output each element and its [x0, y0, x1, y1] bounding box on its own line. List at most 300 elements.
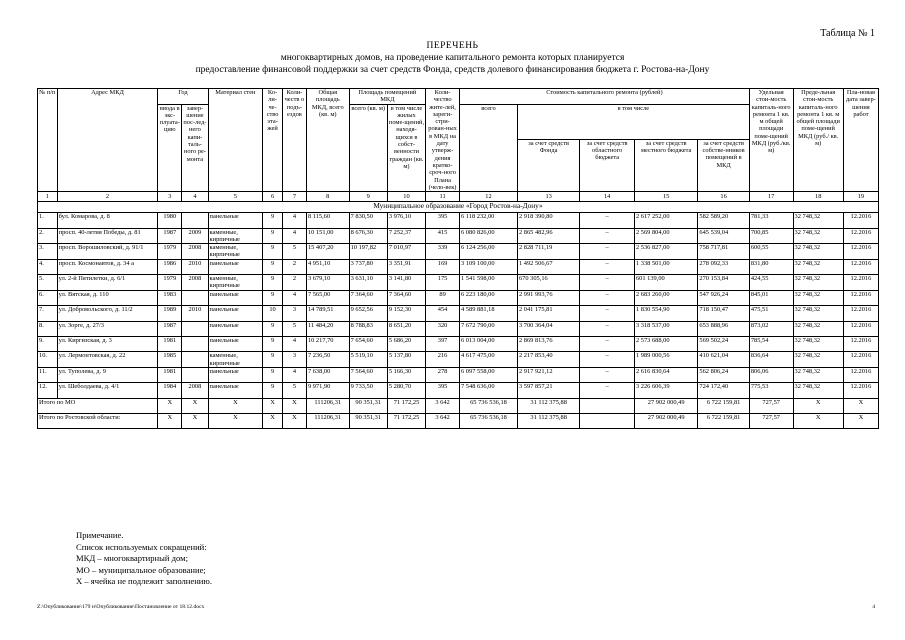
column-number: 18	[793, 192, 843, 202]
table-cell: 6 223 180,00	[460, 290, 518, 305]
table-cell: панельные	[208, 336, 263, 351]
header-planned-date: Пла-новая дата завер-шения работ	[843, 89, 878, 192]
table-cell: 410 621,04	[698, 352, 749, 368]
header-premises-area: Площадь помещений МКД	[349, 89, 426, 105]
table-cell: 8 651,20	[387, 321, 425, 336]
total-cell: 31 112 375,88	[517, 414, 579, 429]
table-cell: 4	[282, 228, 306, 244]
header-premises-owned: в том числе жилых поме-щений, находя-щихся в собст-венности граждан (кв. м)	[387, 104, 425, 192]
total-cell: 90 351,31	[349, 414, 387, 429]
table-cell	[182, 213, 208, 228]
table-cell: 10	[263, 306, 283, 321]
table-cell: –	[580, 228, 635, 244]
total-cell: 111206,31	[306, 398, 349, 413]
table-cell: 601 139,00	[634, 275, 697, 291]
table-cell: 845,01	[749, 290, 793, 305]
table-cell: 32 748,32	[793, 306, 843, 321]
table-cell: 10 197,82	[349, 244, 387, 260]
table-cell: 89	[426, 290, 460, 305]
table-cell: 32 748,32	[793, 228, 843, 244]
table-cell: 216	[426, 352, 460, 368]
table-cell: 5 166,30	[387, 367, 425, 382]
table-cell: 9.	[38, 336, 58, 351]
column-number: 7	[282, 192, 306, 202]
table-cell: 7 654,60	[349, 336, 387, 351]
column-number: 3	[158, 192, 182, 202]
table-cell: 9	[263, 383, 283, 398]
note-line: Список используемых сокращений:	[76, 541, 207, 552]
table-cell: 1981	[158, 367, 182, 382]
table-cell: –	[580, 290, 635, 305]
table-cell: 278 092,33	[698, 259, 749, 274]
table-cell: 6 013 004,00	[460, 336, 518, 351]
column-number: 8	[306, 192, 349, 202]
table-cell: –	[580, 259, 635, 274]
table-cell: 724 172,40	[698, 383, 749, 398]
table-cell: 12.2016	[843, 383, 878, 398]
table-cell: бул. Комарова, д. 8	[57, 213, 158, 228]
header-cost-fund: за счет средств Фонда	[517, 139, 579, 191]
table-cell: 1989	[158, 306, 182, 321]
table-cell: 2 617 252,00	[634, 213, 697, 228]
total-cell	[580, 414, 635, 429]
page-number: 4	[872, 604, 875, 610]
table-cell: 2010	[182, 259, 208, 274]
table-cell: 3 351,91	[387, 259, 425, 274]
table-cell: 2009	[182, 228, 208, 244]
table-cell: панельные	[208, 213, 263, 228]
mkd-table	[37, 88, 879, 429]
footer-file-path: Z:\Опубликование\179 н\Опубликование\Постановление от 18.12.docx	[37, 604, 205, 610]
table-cell: –	[580, 244, 635, 260]
table-cell: каменные, кирпичные	[208, 228, 263, 244]
header-wall: Материал стен	[208, 89, 263, 192]
total-cell: 65 736 536,18	[460, 398, 518, 413]
table-row	[38, 275, 879, 291]
table-cell: 3.	[38, 244, 58, 260]
column-numbers-row	[38, 192, 879, 202]
table-row	[38, 290, 879, 305]
table-cell: 9	[263, 336, 283, 351]
table-cell: 7 252,37	[387, 228, 425, 244]
total-cell: 90 351,31	[349, 398, 387, 413]
table-cell: 6 124 256,00	[460, 244, 518, 260]
table-cell: 2 217 853,40	[517, 352, 579, 368]
table-cell: 4	[282, 290, 306, 305]
table-cell: 32 748,32	[793, 336, 843, 351]
table-cell: 1987	[158, 228, 182, 244]
table-cell: 454	[426, 306, 460, 321]
table-cell: 3	[282, 352, 306, 368]
table-cell: 3	[282, 306, 306, 321]
table-cell: ул. Лермонтовская, д. 22	[57, 352, 158, 368]
table-cell: 4	[282, 213, 306, 228]
table-cell: 14 789,51	[306, 306, 349, 321]
total-cell: X	[843, 414, 878, 429]
header-cost-owners: за счет средств собстве-нников помещений в МКД	[698, 139, 749, 191]
note-line: МКД – многоквартирный дом;	[76, 553, 188, 563]
table-cell: 9	[263, 290, 283, 305]
table-cell: 12.2016	[843, 244, 878, 260]
table-row	[38, 321, 879, 336]
total-cell: 3 642	[426, 414, 460, 429]
table-cell: 7 565,00	[306, 290, 349, 305]
table-cell: 1981	[158, 336, 182, 351]
table-cell: 1979	[158, 244, 182, 260]
table-cell: 9 152,30	[387, 306, 425, 321]
header-num: № п/п	[38, 89, 58, 192]
table-cell: 15 407,20	[306, 244, 349, 260]
table-cell: 2.	[38, 228, 58, 244]
table-cell: 1984	[158, 383, 182, 398]
table-cell: 1980	[158, 213, 182, 228]
table-cell: 12.	[38, 383, 58, 398]
column-number: 1	[38, 192, 58, 202]
table-cell: 7 638,00	[306, 367, 349, 382]
table-cell: 1 541 598,00	[460, 275, 518, 291]
header-premises-total: всего (кв. м)	[349, 104, 387, 192]
table-cell: 169	[426, 259, 460, 274]
table-row	[38, 336, 879, 351]
table-cell: 1 492 506,67	[517, 259, 579, 274]
table-cell: 7 364,60	[387, 290, 425, 305]
table-cell: 2008	[182, 244, 208, 260]
table-cell: 836,64	[749, 352, 793, 368]
table-cell: 806,06	[749, 367, 793, 382]
column-number: 15	[634, 192, 697, 202]
table-cell: 12.2016	[843, 228, 878, 244]
table-cell: 8 115,60	[306, 213, 349, 228]
table-cell: 9	[263, 275, 283, 291]
table-cell: –	[580, 213, 635, 228]
table-cell: 32 748,32	[793, 321, 843, 336]
table-cell: –	[580, 367, 635, 382]
table-cell	[182, 290, 208, 305]
table-cell: 415	[426, 228, 460, 244]
total-cell: X	[282, 398, 306, 413]
table-cell: 5	[282, 244, 306, 260]
table-cell: панельные	[208, 383, 263, 398]
table-cell: 7 010,97	[387, 244, 425, 260]
table-cell: каменные, кирпичные	[208, 244, 263, 260]
table-cell: 2 865 482,96	[517, 228, 579, 244]
table-cell: 1979	[158, 275, 182, 291]
total-cell: 31 112 375,88	[517, 398, 579, 413]
table-cell: 3 700 364,04	[517, 321, 579, 336]
table-cell: просп. Ворошиловский, д. 91/1	[57, 244, 158, 260]
table-cell: 270 153,84	[698, 275, 749, 291]
header-floors: Ко-ли-че-ство эта-жей	[263, 89, 283, 192]
table-cell: 2 991 993,76	[517, 290, 579, 305]
table-cell: 12.2016	[843, 321, 878, 336]
column-number: 16	[698, 192, 749, 202]
table-cell: 9	[263, 367, 283, 382]
table-cell: 785,54	[749, 336, 793, 351]
table-cell: –	[580, 275, 635, 291]
total-cell: 27 902 000,49	[634, 398, 697, 413]
table-cell: 32 748,32	[793, 275, 843, 291]
table-cell: просп. Космонавтов, д. 34 а	[57, 259, 158, 274]
column-number: 12	[460, 192, 518, 202]
header-year-repair: завер-шение пос-лед-него капи-таль-ного ре-монта	[182, 104, 208, 192]
table-cell	[182, 321, 208, 336]
table-cell: 9	[263, 352, 283, 368]
table-cell: 12.2016	[843, 367, 878, 382]
table-row	[38, 383, 879, 398]
table-row	[38, 306, 879, 321]
column-number: 14	[580, 192, 635, 202]
table-cell: 718 150,47	[698, 306, 749, 321]
table-cell: 5	[282, 321, 306, 336]
table-cell: 9 652,56	[349, 306, 387, 321]
header-year-commission: ввода в экс-плуата-цию	[158, 104, 182, 192]
table-cell: 1983	[158, 290, 182, 305]
table-cell: ул. Зорге, д. 27/3	[57, 321, 158, 336]
table-cell: 7 548 636,00	[460, 383, 518, 398]
table-cell: 645 539,04	[698, 228, 749, 244]
table-cell: 12.2016	[843, 352, 878, 368]
table-cell: 32 748,32	[793, 259, 843, 274]
table-cell: 600,55	[749, 244, 793, 260]
heading-line-2: многоквартирных домов, на проведение капитального ремонта которых планируется	[280, 53, 625, 63]
table-cell: 2 918 390,80	[517, 213, 579, 228]
table-cell: 2 536 827,00	[634, 244, 697, 260]
total-cell: 111206,31	[306, 414, 349, 429]
table-cell: 12.2016	[843, 306, 878, 321]
header-cost: Стоимость капитального ремонта (рублей)	[460, 89, 750, 105]
table-row	[38, 259, 879, 274]
table-cell: 9	[263, 244, 283, 260]
table-cell: 2 041 175,81	[517, 306, 579, 321]
table-cell: 11.	[38, 367, 58, 382]
table-cell: 278	[426, 367, 460, 382]
total-label: Итого по Ростовской области:	[38, 414, 158, 429]
table-cell: 3 597 857,21	[517, 383, 579, 398]
table-cell: 7.	[38, 306, 58, 321]
total-cell: X	[793, 414, 843, 429]
table-cell: 9	[263, 259, 283, 274]
table-cell: 10 151,00	[306, 228, 349, 244]
table-cell: 4	[282, 336, 306, 351]
table-cell: 32 748,32	[793, 213, 843, 228]
note-line: X – ячейка не подлежит заполнению.	[76, 576, 212, 586]
table-cell: 2 869 813,76	[517, 336, 579, 351]
table-cell: 3 141,80	[387, 275, 425, 291]
table-cell: –	[580, 336, 635, 351]
table-cell: 2 569 804,00	[634, 228, 697, 244]
heading-title: ПЕРЕЧЕНЬ	[426, 41, 479, 51]
table-cell	[182, 367, 208, 382]
note-line: МО – муниципальное образование;	[76, 564, 206, 575]
column-number: 5	[208, 192, 263, 202]
table-cell: 8 676,30	[349, 228, 387, 244]
table-cell: 2008	[182, 383, 208, 398]
table-cell: 9	[263, 228, 283, 244]
total-cell: 3 642	[426, 398, 460, 413]
table-cell: 5 686,20	[387, 336, 425, 351]
table-cell: 6.	[38, 290, 58, 305]
table-cell: 8 788,83	[349, 321, 387, 336]
notes	[76, 530, 212, 588]
total-cell: X	[182, 414, 208, 429]
total-row	[38, 414, 879, 429]
table-cell: 582 589,20	[698, 213, 749, 228]
table-cell: 2 917 921,12	[517, 367, 579, 382]
table-cell: 2 683 260,00	[634, 290, 697, 305]
table-cell: –	[580, 383, 635, 398]
table-cell: 7 564,60	[349, 367, 387, 382]
total-label: Итого по МО	[38, 398, 158, 413]
table-cell: 700,85	[749, 228, 793, 244]
table-cell: 1985	[158, 352, 182, 368]
table-cell: 3 226 606,39	[634, 383, 697, 398]
table-cell: каменные, кирпичные	[208, 275, 263, 291]
total-cell: 6 722 159,81	[698, 414, 749, 429]
column-number: 11	[426, 192, 460, 202]
table-cell: 32 748,32	[793, 244, 843, 260]
table-cell: ул. Добровольского, д. 11/2	[57, 306, 158, 321]
table-cell: 395	[426, 383, 460, 398]
table-cell: 32 748,32	[793, 290, 843, 305]
table-cell: 5 137,80	[387, 352, 425, 368]
total-cell: 727,57	[749, 414, 793, 429]
table-cell: 2010	[182, 306, 208, 321]
header-total-area: Общая площадь МКД, всего (кв. м)	[306, 89, 349, 192]
table-cell: панельные	[208, 306, 263, 321]
table-cell: 2 828 711,19	[517, 244, 579, 260]
total-cell: X	[208, 398, 263, 413]
table-cell: 775,53	[749, 383, 793, 398]
column-number: 13	[517, 192, 579, 202]
table-row	[38, 213, 879, 228]
total-cell: X	[208, 414, 263, 429]
table-cell: панельные	[208, 367, 263, 382]
table-cell: 562 806,24	[698, 367, 749, 382]
table-cell: 3 976,10	[387, 213, 425, 228]
table-cell: 9 733,50	[349, 383, 387, 398]
mo-title-row	[38, 202, 879, 213]
table-cell	[182, 336, 208, 351]
table-cell: 475,51	[749, 306, 793, 321]
table-cell: 6 097 558,00	[460, 367, 518, 382]
header-max-cost: Преде-льная стои-мость капиталь-ного ремонта 1 кв. м общей площади поме-щений МКД (руб./ кв. м)	[793, 89, 843, 192]
total-cell: X	[843, 398, 878, 413]
table-cell: 5	[282, 383, 306, 398]
header-cost-local: за счет средств местного бюджета	[634, 139, 697, 191]
table-cell	[182, 352, 208, 368]
header-cost-incl: в том числе	[517, 104, 749, 139]
total-cell: X	[158, 398, 182, 413]
table-cell: 670 305,16	[517, 275, 579, 291]
table-cell: 10 217,70	[306, 336, 349, 351]
column-number: 17	[749, 192, 793, 202]
table-cell: 9	[263, 213, 283, 228]
table-cell: ул. Вятская, д. 110	[57, 290, 158, 305]
total-cell: 71 172,25	[387, 414, 425, 429]
table-cell: 1 830 554,90	[634, 306, 697, 321]
table-cell: 2 616 830,64	[634, 367, 697, 382]
total-cell: X	[158, 414, 182, 429]
column-number: 19	[843, 192, 878, 202]
table-cell: 653 888,96	[698, 321, 749, 336]
header-entrances: Коли-честв о подъ-ездов	[282, 89, 306, 192]
header-unit-cost: Удельная стои-мость капиталь-ного ремонта 1 кв. м общей площади поме-щений МКД (руб./кв. м)	[749, 89, 793, 192]
table-cell: ул. 2-й Пятилетки, д. 6/1	[57, 275, 158, 291]
table-cell: 32 748,32	[793, 383, 843, 398]
total-cell: X	[282, 414, 306, 429]
table-cell: 758 717,81	[698, 244, 749, 260]
table-cell: 4 951,10	[306, 259, 349, 274]
table-cell: 831,80	[749, 259, 793, 274]
table-cell: –	[580, 306, 635, 321]
total-row	[38, 398, 879, 413]
table-cell: 2	[282, 259, 306, 274]
table-cell: 32 748,32	[793, 352, 843, 368]
table-cell: 1986	[158, 259, 182, 274]
table-cell: 4.	[38, 259, 58, 274]
table-cell: 3 679,10	[306, 275, 349, 291]
total-cell: 27 902 000,49	[634, 414, 697, 429]
column-number: 9	[349, 192, 387, 202]
table-cell: 1 989 000,56	[634, 352, 697, 368]
table-cell: панельные	[208, 290, 263, 305]
table-cell: 569 502,24	[698, 336, 749, 351]
table-cell: 2	[282, 275, 306, 291]
table-cell: 8.	[38, 321, 58, 336]
table-row	[38, 352, 879, 368]
table-cell: 1.	[38, 213, 58, 228]
heading-line-3: предоставление финансовой поддержки за счет средств Фонда, средств долевого финансирования бюджета г. Ростова-на-Дону	[195, 65, 710, 75]
table-cell: ул. Киргизская, д. 3	[57, 336, 158, 351]
table-cell: 781,33	[749, 213, 793, 228]
table-cell: 395	[426, 213, 460, 228]
table-cell: 12.2016	[843, 259, 878, 274]
table-cell: ул. Шеболдаева, д. 4/1	[57, 383, 158, 398]
table-cell: 3 631,10	[349, 275, 387, 291]
column-number: 10	[387, 192, 425, 202]
table-cell: 873,02	[749, 321, 793, 336]
header-year: Год	[158, 89, 208, 105]
header-cost-regional: за счет средств областного бюджета	[580, 139, 635, 191]
table-cell: 397	[426, 336, 460, 351]
table-cell: 424,55	[749, 275, 793, 291]
column-number: 4	[182, 192, 208, 202]
table-cell: 12.2016	[843, 336, 878, 351]
table-cell: панельные	[208, 259, 263, 274]
table-row	[38, 367, 879, 382]
table-cell: 175	[426, 275, 460, 291]
table-cell: 4 617 475,00	[460, 352, 518, 368]
header-cost-total: всего	[460, 104, 518, 192]
table-cell: 7 830,50	[349, 213, 387, 228]
total-cell: 6 722 159,81	[698, 398, 749, 413]
table-cell: 2 573 688,00	[634, 336, 697, 351]
table-cell: 12.2016	[843, 275, 878, 291]
total-cell: X	[182, 398, 208, 413]
table-cell: –	[580, 352, 635, 368]
table-cell: 11 484,20	[306, 321, 349, 336]
header-residents: Коли-чество жите-лей, зареги-стри-рован-ных в МКД на дату утверж-дения кратко-сроч-ного Плана (чело-век)	[426, 89, 460, 192]
table-cell: 547 926,24	[698, 290, 749, 305]
table-cell: 7 672 790,00	[460, 321, 518, 336]
table-cell: 5 519,10	[349, 352, 387, 368]
table-row	[38, 228, 879, 244]
table-cell: 339	[426, 244, 460, 260]
total-cell	[580, 398, 635, 413]
table-cell: 3 318 537,00	[634, 321, 697, 336]
table-cell: каменные, кирпичные	[208, 352, 263, 368]
table-cell: 320	[426, 321, 460, 336]
